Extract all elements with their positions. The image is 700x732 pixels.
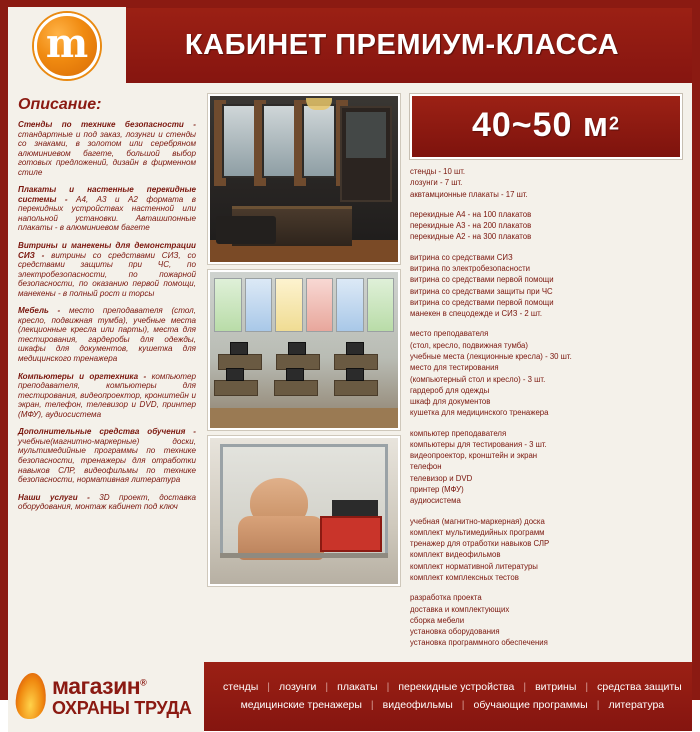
spec-group-furniture <box>410 329 682 419</box>
footer-brand <box>8 660 204 732</box>
description-lead: Стенды по технике безопасности - <box>18 120 196 129</box>
spec-item: витрина со средствами первой помощи <box>410 297 554 307</box>
description-text: витрины со средствами СИЗ, со средствами защиты при ЧС, по электробезопасности, по пожарной безопасности, по оказанию первой помощи, манекены - в полный рост и торсы <box>18 250 196 298</box>
footer-tag[interactable]: медицинские тренажеры <box>240 699 362 712</box>
description-text: компьютер преподавателя, компьютеры для тестирования, видеопроектор, кронштейн и экран, телефон, телевизор и DVD, принтер (МФУ), аудиосистема <box>18 371 196 419</box>
spec-item: комплект комплексных тестов <box>410 573 519 582</box>
footer-tag[interactable]: перекидные устройства <box>398 681 515 694</box>
footer <box>8 659 692 731</box>
spec-item: учебная (магнитно-маркерная) доска <box>410 516 545 526</box>
spec-item: перекидные А3 - на 200 плакатов <box>410 221 532 231</box>
spec-item: стенды - 10 шт. <box>410 167 466 176</box>
spec-item: учебные места (лекционные кресла) - 30 шт. <box>410 351 572 361</box>
footer-tags-row-1 <box>214 678 691 696</box>
spec-item: телефон <box>410 462 442 472</box>
tag-separator: | <box>325 681 329 694</box>
registered-mark-icon: ® <box>140 677 147 688</box>
spec-item: аудиосистема <box>410 496 461 506</box>
spec-item: телевизор и DVD <box>410 473 473 483</box>
description-block <box>18 120 196 177</box>
spec-item: витрина со средствами защиты при ЧС <box>410 286 553 296</box>
photo-classroom <box>208 270 400 430</box>
spec-group-services <box>410 593 682 649</box>
tag-separator: | <box>267 681 270 694</box>
description-block <box>18 427 196 484</box>
tag-separator: | <box>386 681 390 694</box>
tag-separator: | <box>585 681 589 694</box>
page-title: КАБИНЕТ ПРЕМИУМ-КЛАССА <box>184 29 620 61</box>
description-lead: Витрины и манекены для демонстрации СИЗ - <box>18 241 196 260</box>
photo-office-interior <box>208 94 400 264</box>
description-block-services <box>18 493 196 512</box>
spec-item: установка программного обеспечения <box>410 638 548 648</box>
logo-circle-icon <box>34 13 100 79</box>
description-lead: Дополнительные средства обучения - <box>18 427 196 437</box>
spec-item: тренажер для отработки навыков СЛР <box>410 539 550 549</box>
spec-item: гардероб для одежды <box>410 385 490 395</box>
description-text: А4, А3 и А2 формата в перекидных устройствах настенной или напольной установки. Авташипонные плакаты - в алюминиевом багете <box>18 194 196 233</box>
spec-item: принтер (МФУ) <box>410 485 464 495</box>
description-block <box>18 306 196 363</box>
spec-item: компьютер преподавателя <box>410 428 507 438</box>
footer-tag[interactable]: литература <box>608 699 665 712</box>
spec-item: видеопроектор, кронштейн и экран <box>410 451 538 461</box>
spec-item: сборка мебели <box>410 615 465 625</box>
spec-item: установка оборудования <box>410 627 500 637</box>
description-lead: Плакаты и настенные перекидные системы - <box>18 185 196 204</box>
spec-item: кушетка для медицинского тренажера <box>410 408 549 418</box>
area-superscript: 2 <box>609 113 621 134</box>
footer-brand-line1: магазин <box>52 673 141 700</box>
spec-item: разработка проекта <box>410 593 482 603</box>
description-title: Описание: <box>18 96 102 113</box>
spec-group-flipcharts <box>410 210 682 244</box>
brand-logo <box>8 7 126 85</box>
specs-column <box>404 92 692 659</box>
photo-column <box>204 92 404 659</box>
spec-item: место преподавателя <box>410 329 489 339</box>
tag-separator: | <box>461 699 465 712</box>
spec-item: перекидные А4 - на 100 плакатов <box>410 209 532 219</box>
footer-tag[interactable]: видеофильмы <box>382 699 453 712</box>
footer-tag[interactable]: витрины <box>535 681 577 694</box>
spec-item: перекидные А2 - на 300 плакатов <box>410 232 532 242</box>
spec-item: доставка и комплектующих <box>410 604 510 614</box>
description-text: учебные(магнитно-маркерные) доски, мультимедийные программы по технике безопасности, тренажеры для отработки навыков СЛР, видеофильмы по технике безопасности, нормативная литература <box>18 436 196 485</box>
footer-tag[interactable]: средства защиты <box>597 681 682 694</box>
spec-item: витрина по электробезопасности <box>410 263 531 273</box>
area-value: 40~50 м <box>471 106 610 144</box>
spec-item: комплект видеофильмов <box>410 550 501 560</box>
description-lead: Мебель - <box>18 306 61 316</box>
footer-brand-line2: ОХРАНЫ ТРУДА <box>52 697 192 718</box>
flame-icon <box>14 673 47 719</box>
spec-group-computers <box>410 429 682 508</box>
description-text: 3D проект, доставка оборудования, монтаж кабинет под ключ <box>18 492 196 512</box>
description-lead: Наши услуги - <box>18 492 90 502</box>
description-text: место преподавателя (стол, кресло, подвижная тумба), учебные места (лекционные кресла или парты), места для тестирования, гардеробы для одежды, шкафы для документов, кушетка для медицинского тренажера <box>18 306 196 364</box>
spec-item: (стол, кресло, подвижная тумба) <box>410 340 528 350</box>
spec-item: витрина со средствами СИЗ <box>410 252 513 262</box>
tag-separator: | <box>596 699 600 712</box>
spec-item: комплект мультимедийных программ <box>410 527 545 537</box>
description-text: стандартные и под заказ, лозунги и стенды со знаками, в золотом или серебряном алюминиевом багете, большой выбор готовых предложений, дизайн в фирменном стиле <box>18 129 196 177</box>
spec-item: комплект нормативной литературы <box>410 561 538 571</box>
description-block <box>18 241 196 298</box>
spec-item: (компьютерный стол и кресло) - 3 шт. <box>410 374 546 384</box>
logo-letter: m <box>45 19 89 67</box>
photo-cpr-manikin <box>208 436 400 586</box>
spec-item: место для тестирования <box>410 363 499 373</box>
spec-item: аквтамционные плакаты - 17 шт. <box>410 189 528 199</box>
footer-tags <box>204 678 700 714</box>
spec-group-showcases <box>410 253 682 321</box>
footer-tag[interactable]: стенды <box>223 681 259 694</box>
body <box>8 86 692 659</box>
description-lead: Компьютеры и оргтехника - <box>18 371 147 381</box>
description-block <box>18 372 196 420</box>
tag-separator: | <box>523 681 527 694</box>
tag-separator: | <box>370 699 374 712</box>
footer-tag[interactable]: плакаты <box>337 681 378 694</box>
footer-tags-row-2 <box>214 696 691 714</box>
spec-item: манекен в спецодежде и СИЗ - 2 шт. <box>410 309 543 319</box>
spec-item: витрина со средствами первой помощи <box>410 275 554 285</box>
area-badge <box>410 94 682 159</box>
description-column <box>8 92 204 659</box>
poster-inner <box>8 8 692 718</box>
header <box>8 8 692 86</box>
description-block <box>18 185 196 233</box>
footer-tag[interactable]: лозунги <box>279 681 317 694</box>
spec-item: шкаф для документов <box>410 397 491 407</box>
footer-tag[interactable]: обучающие программы <box>473 699 588 712</box>
spec-group-stands <box>410 167 682 201</box>
spec-item: компьютеры для тестирования - 3 шт. <box>410 439 547 449</box>
spec-group-training-aids <box>410 517 682 585</box>
spec-item: лозунги - 7 шт. <box>410 178 463 188</box>
